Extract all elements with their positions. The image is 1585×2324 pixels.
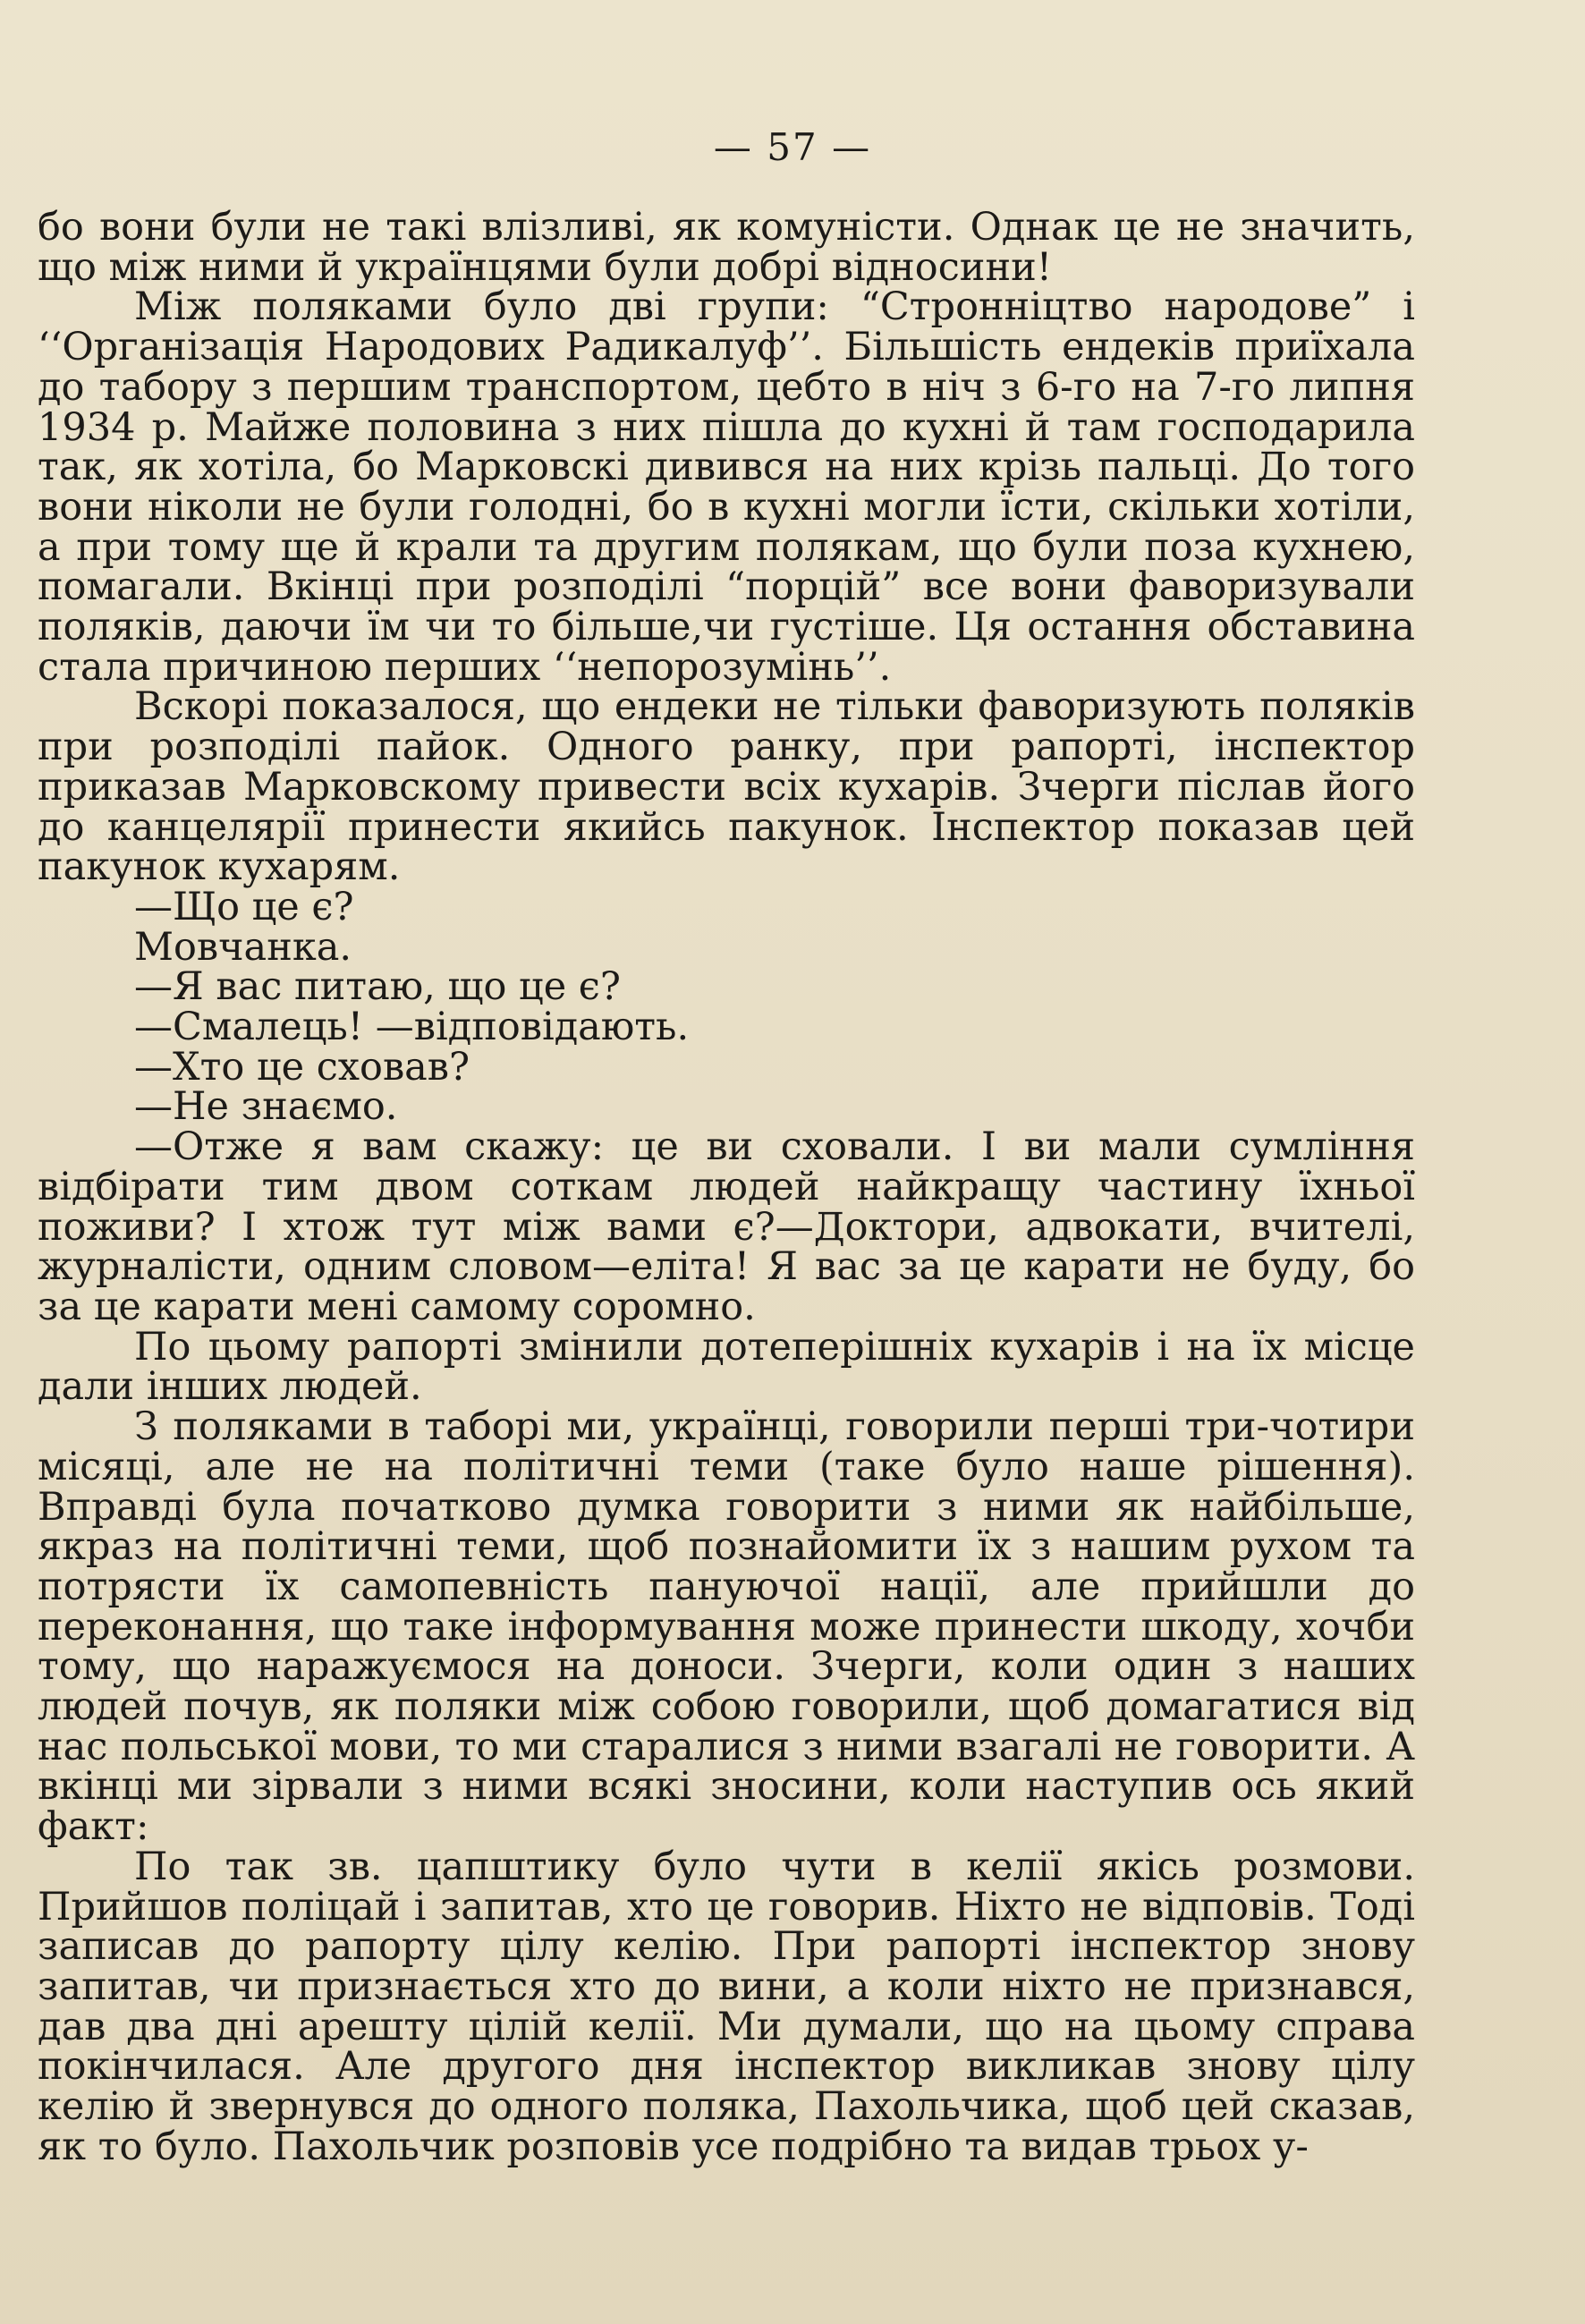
paragraph: —Що це є? [134,884,354,929]
paragraph: Вскорі показалося, що ендеки не тільки фаворизують поляків при розподілі пайок. Одного ранку, при рапорті, інспектор приказав Марковскому привести всіх кухарів. Зчерги післав його до канцелярії принести якийсь пакунок. Інспектор показав цей пакунок кухарям. [38,684,1415,890]
page-number: — 57 — [713,125,872,169]
paragraph: З поляками в таборі ми, українці, говорили перші три-чотири місяці, але не на політичні теми (таке було наше рішення). Вправді була початково думка говорити з ними як найбільше, якраз на політичні теми, щоб познайомити їх з нашим рухом та потрясти їх самопевність пануючої нації, але прийшли до переконання, що таке інформування може принести шкоду, хочби тому, що наражуємося на доноси. Зчерги, коли один з наших людей почув, як поляки між собою говорили, щоб домагатися від нас польської мови, то ми старалися з ними взагалі не говорити. А вкінці ми зірвали з ними всякі зносини, коли наступив ось який факт: [38,1404,1415,1850]
paragraph: —Смалець! —відповідають. [134,1005,690,1050]
paragraph: —Не знаємо. [134,1084,398,1130]
paragraph: бо вони були не такі влізливі, як комуністи. Однак це не значить, що між ними й українцями були добрі відносини! [38,205,1415,290]
paragraph: —Я вас питаю, що це є? [134,964,621,1010]
paragraph: —Отже я вам скажу: це ви сховали. І ви мали сумління відбірати тим двом соткам людей найкращу частину їхньої поживи? І хтож тут між вами є?—Доктори, адвокати, вчителі, журналісти, одним словом—еліта! Я вас за це карати не буду, бо за це карати мені самому соромно. [38,1124,1415,1329]
paragraph: Мовчанка. [134,924,352,970]
paragraph: По так зв. цапштику було чути в келії якісь розмови. Прийшов поліцай і запитав, хто це говорив. Ніхто не відповів. Тоді записав до рапорту цілу келію. При рапорті інспектор знову запитав, чи признається хто до вини, а коли ніхто не признався, дав два дні арешту цілій келії. Ми думали, що на цьому справа покінчилася. Але другого дня інспектор викликав знову цілу келію й звернувся до одного поляка, Пахольчика, щоб цей сказав, як то було. Пахольчик розповів усе подрібно та видав трьох у- [38,1844,1415,2169]
paragraph: По цьому рапорті змінили дотеперішніх кухарів і на їх місце дали інших людей. [38,1324,1415,1410]
paragraph: Між поляками було дві групи: “Стронніцтво народове” і ‘‘Організація Народових Радикалуф’’. Більшість ендеків приїхала до табору з першим транспортом, цебто в ніч з 6-го на 7-го липня 1934 р. Майже половина з них пішла до кухні й там господарила так, як хотіла, бо Марковскі дивився на них крізь пальці. До того вони ніколи не були голодні, бо в кухні могли їсти, скільки хотіли, а при тому ще й крали та другим полякам, що були поза кухнею, помагали. Вкінці при розподілі “порцій” все вони фаворизували поляків, даючи їм чи то більше,чи густіше. Ця остання обставина стала причиною перших ‘‘непорозумінь’’. [38,284,1415,690]
paragraph: —Хто це сховав? [134,1044,470,1090]
body-text [38,205,1415,2169]
